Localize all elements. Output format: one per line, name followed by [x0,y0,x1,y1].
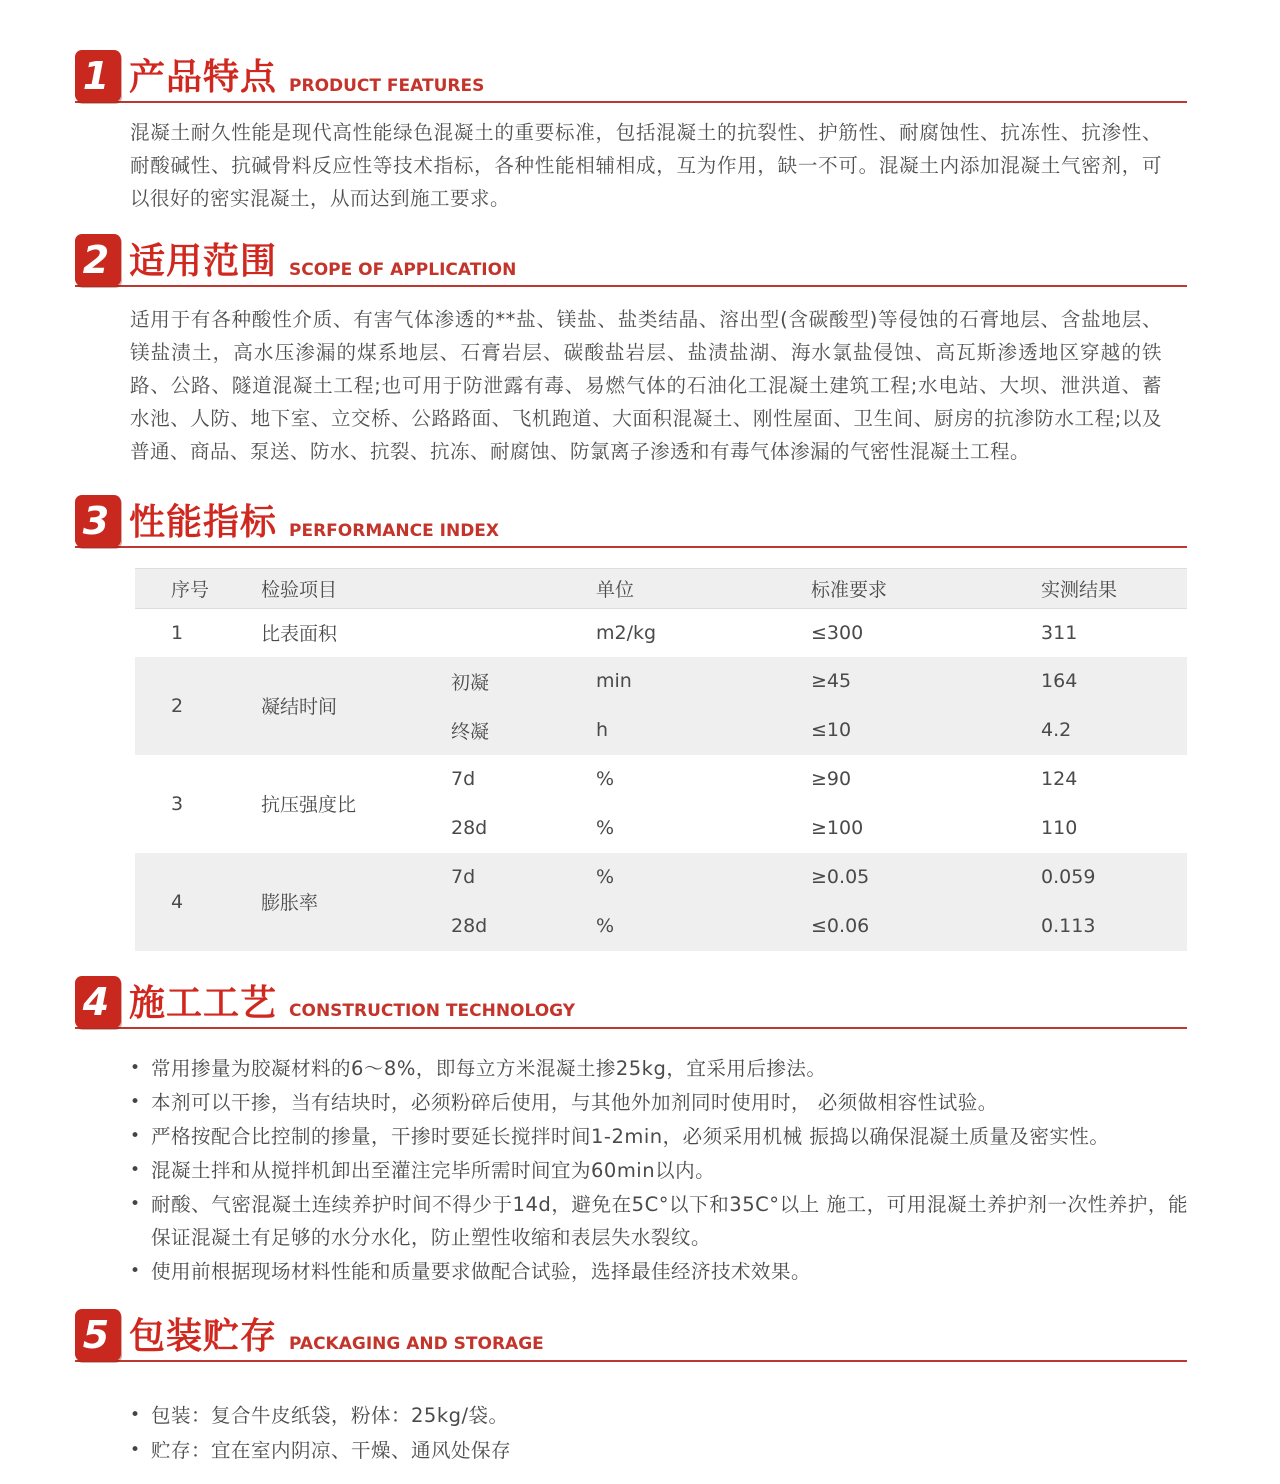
section-5-number-badge [75,1309,121,1361]
section-2-number-badge [75,234,121,286]
cell-sub: 7d [451,768,476,790]
bullet-icon: • [130,1125,141,1146]
cell-standard: ≤300 [811,621,864,644]
header-no: 序号 [171,579,210,601]
header-item: 检验项目 [261,579,338,601]
section-1-title-zh: 产品特点 [129,57,278,98]
bullet-icon: • [130,1159,141,1180]
table-header-row [135,569,1187,609]
performance-index-table [135,568,1187,951]
section-3-number: 3 [82,499,110,543]
cell-result: 110 [1041,817,1078,839]
cell-no: 3 [171,792,184,815]
cell-result: 0.059 [1041,866,1096,888]
section-3-header [75,495,1187,549]
product-features-paragraph: 混凝土耐久性能是现代高性能绿色混凝土的重要标准，包括混凝土的抗裂性、护筋性、耐腐蚀性、抗冻性、抗渗性、耐酸碱性、抗碱骨料反应性等技术指标，各种性能相辅相成，互为作用，缺一不可。混凝土内添加混凝土气密剂，可以很好的密实混凝土，从而达到施工要求。 [130,121,1162,210]
cell-item: 凝结时间 [261,696,338,718]
section-1-header [75,50,1187,104]
cell-no: 1 [171,621,184,644]
list-item-text: 使用前根据现场材料性能和质量要求做配合试验，选择最佳经济技术效果。 [151,1259,812,1283]
section-5-number: 5 [82,1312,110,1357]
list-item [128,1434,1188,1467]
section-2-header [75,234,1187,288]
construction-technology-list [128,1052,1188,1288]
section-2-rule [75,285,1187,287]
section-1-rule [75,101,1187,103]
header-unit: 单位 [596,579,635,601]
list-item [128,1120,1188,1153]
table-row [135,755,1187,804]
cell-standard: ≥0.05 [811,866,870,888]
section-5-title-zh: 包装贮存 [129,1315,278,1357]
list-item-text: 常用掺量为胶凝材料的6～8%，即每立方米混凝土掺25kg，宜采用后掺法。 [151,1056,827,1080]
section-4-title-zh: 施工工艺 [129,982,278,1024]
section-1-number-badge [75,50,121,102]
section-1-titles [129,50,484,100]
cell-item: 抗压强度比 [261,794,357,816]
cell-standard: ≥45 [811,670,852,692]
section-1-title-en: PRODUCT FEATURES [289,75,485,96]
cell-standard: ≥100 [811,817,864,839]
section-5-rule [75,1360,1187,1362]
cell-unit: m2/kg [596,621,657,644]
section-4-rule [75,1027,1187,1029]
cell-unit: % [596,866,615,888]
cell-result: 124 [1041,768,1078,790]
section-2-titles [129,234,516,284]
header-standard: 标准要求 [811,579,888,601]
cell-sub: 终凝 [451,720,490,743]
section-4-title-en: CONSTRUCTION TECHNOLOGY [289,1001,576,1022]
bullet-icon: • [130,1260,141,1281]
table-row [135,853,1187,902]
cell-no: 4 [171,890,184,913]
section-4-header [75,976,1187,1030]
table-row [135,657,1187,706]
cell-standard: ≤10 [811,719,852,741]
list-item-text: 混凝土拌和从搅拌机卸出至灌注完毕所需时间宜为60min以内。 [151,1158,716,1182]
list-item [128,1188,1188,1254]
cell-standard: ≤0.06 [811,915,870,937]
bullet-icon: • [130,1193,141,1214]
bullet-icon: • [130,1404,141,1425]
section-5-header [75,1309,1187,1363]
cell-result: 4.2 [1041,719,1072,741]
cell-item: 膨胀率 [261,892,319,914]
header-result: 实测结果 [1041,579,1118,601]
cell-unit: min [596,670,632,692]
section-3-title-en: PERFORMANCE INDEX [289,520,500,541]
cell-unit: % [596,915,615,937]
list-item-text: 贮存：宜在室内阴凉、干燥、通风处保存 [151,1438,512,1462]
cell-sub: 28d [451,817,488,839]
list-item-text: 耐酸、气密混凝土连续养护时间不得少于14d，避免在5C°以下和35C°以上 施工，可用混凝土养护剂一次性养护，能保证混凝土有足够的水分水化，防止塑性收缩和表层失水裂纹。 [151,1192,1188,1249]
cell-standard: ≥90 [811,768,852,790]
section-4-number: 4 [82,979,110,1024]
cell-sub: 初凝 [451,671,490,694]
list-item [128,1154,1188,1187]
scope-of-application-paragraph: 适用于有各种酸性介质、有害气体渗透的**盐、镁盐、盐类结晶、溶出型(含碳酸型)等侵蚀的石膏地层、含盐地层、镁盐渍土，高水压渗漏的煤系地层、石膏岩层、碳酸盐岩层、盐渍盐湖、海水氯盐侵蚀、高瓦斯渗透地区穿越的铁路、公路、隧道混凝土工程;也可用于防泄露有毒、易燃气体的石油化工混凝土建筑工程;水电站、大坝、泄洪道、蓄水池、人防、地下室、立交桥、公路路面、飞机跑道、大面积混凝土、刚性屋面、卫生间、厨房的抗渗防水工程;以及普通、商品、泵送、防水、抗裂、抗冻、耐腐蚀、防氯离子渗透和有毒气体渗漏的气密性混凝土工程。 [130,308,1162,463]
section-2-title-zh: 适用范围 [129,241,278,282]
section-3-rule [75,546,1187,548]
cell-sub: 7d [451,866,476,888]
cell-result: 311 [1041,621,1078,644]
section-2-number: 2 [82,238,110,282]
section-5-title-en: PACKAGING AND STORAGE [289,1334,544,1355]
list-item-text: 严格按配合比控制的掺量，干掺时要延长搅拌时间1-2min，必须采用机械 振捣以确保混凝土质量及密实性。 [151,1124,1110,1148]
cell-result: 164 [1041,670,1078,692]
cell-unit: % [596,817,615,839]
section-4-number-badge [75,976,121,1028]
list-item-text: 本剂可以干掺，当有结块时，必须粉碎后使用，与其他外加剂同时使用时， 必须做相容性试验。 [151,1090,998,1114]
cell-item: 比表面积 [261,623,338,646]
list-item [128,1255,1188,1288]
section-3-titles [129,495,499,545]
section-1-number: 1 [82,54,110,98]
list-item [128,1399,1188,1432]
cell-sub: 28d [451,915,488,937]
list-item [128,1086,1188,1119]
cell-unit: h [596,719,609,741]
section-2-title-en: SCOPE OF APPLICATION [289,259,517,280]
cell-result: 0.113 [1041,915,1096,937]
section-3-title-zh: 性能指标 [129,502,278,543]
bullet-icon: • [130,1439,141,1460]
section-3-number-badge [75,495,121,547]
cell-no: 2 [171,694,184,717]
cell-unit: % [596,768,615,790]
list-item [128,1052,1188,1085]
table-row [135,609,1187,657]
packaging-storage-list [128,1399,1188,1467]
section-4-titles [129,976,575,1026]
bullet-icon: • [130,1091,141,1112]
list-item-text: 包装：复合牛皮纸袋，粉体：25kg/袋。 [151,1403,509,1427]
bullet-icon: • [130,1057,141,1078]
section-5-titles [129,1309,544,1359]
